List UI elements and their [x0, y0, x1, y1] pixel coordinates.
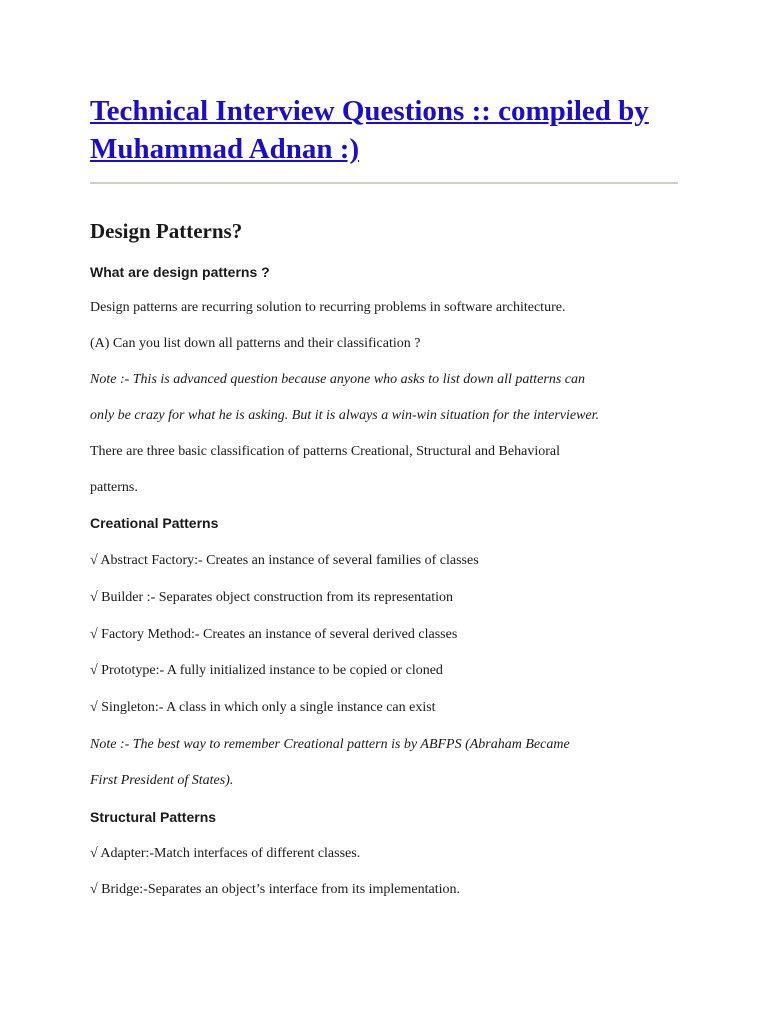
note-line: only be crazy for what he is asking. But it is always a win-win situation for the interviewer.	[90, 408, 600, 423]
classification-line: patterns.	[90, 480, 138, 495]
list-item: √ Bridge:-Separates an object’s interface from its implementation.	[90, 882, 461, 897]
structural-heading: Structural Patterns	[90, 809, 217, 825]
list-item: √ Adapter:-Match interfaces of different classes.	[90, 846, 361, 861]
note-line: Note :- The best way to remember Creational pattern is by ABFPS (Abraham Became	[90, 737, 570, 752]
list-item: √ Prototype:- A fully initialized instance to be copied or cloned	[90, 663, 443, 678]
list-item: √ Factory Method:- Creates an instance of several derived classes	[90, 627, 458, 642]
note-line: Note :- This is advanced question because anyone who asks to list down all patterns can	[90, 372, 586, 387]
classification-line: There are three basic classification of patterns Creational, Structural and Behavioral	[90, 444, 560, 459]
list-item: √ Singleton:- A class in which only a single instance can exist	[90, 700, 436, 715]
question-paragraph: (A) Can you list down all patterns and their classification ?	[90, 336, 421, 351]
section-heading: Design Patterns?	[90, 219, 243, 243]
answer-paragraph: Design patterns are recurring solution to recurring problems in software architecture.	[90, 300, 566, 315]
note-line: First President of States).	[90, 773, 234, 788]
document-title-link[interactable]: Technical Interview Questions :: compiled by Muhammad Adnan :)	[90, 95, 649, 165]
list-item: √ Abstract Factory:- Creates an instance of several families of classes	[90, 553, 479, 568]
question-heading: What are design patterns ?	[90, 264, 270, 280]
list-item: √ Builder :- Separates object construction from its representation	[90, 590, 454, 605]
creational-heading: Creational Patterns	[90, 515, 219, 531]
horizontal-divider	[90, 182, 678, 184]
